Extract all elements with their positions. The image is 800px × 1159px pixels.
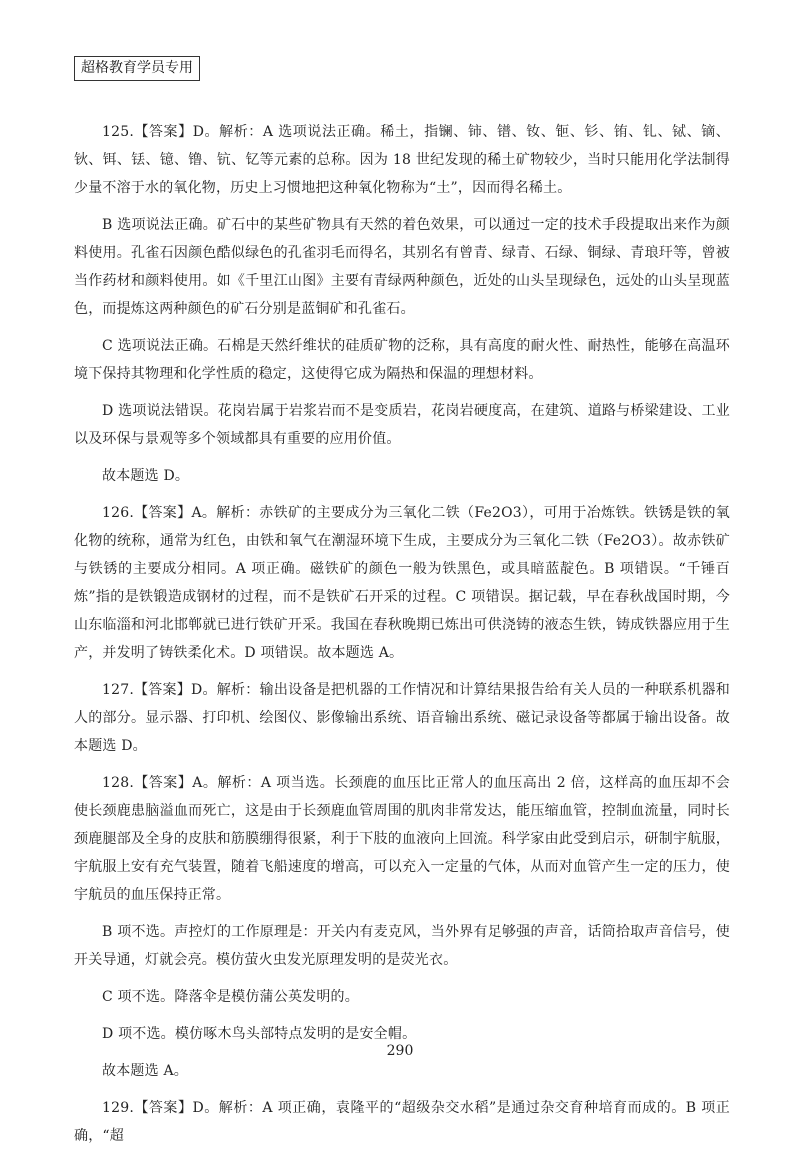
paragraph-128-c: C 项不选。降落伞是模仿蒲公英发明的。: [102, 989, 359, 1005]
answer-explanations: [74, 118, 730, 1159]
paragraph-128-conclusion: 故本题选 A。: [102, 1063, 188, 1079]
paragraph-129: 129.【答案】D。解析：A 项正确，袁隆平的“超级杂交水稻”是通过杂交育种培育而成的。B 项正确，“超: [74, 1100, 730, 1144]
paragraph-125-conclusion: 故本题选 D。: [102, 468, 190, 484]
paragraph-127: 127.【答案】D。解析：输出设备是把机器的工作情况和计算结果报告给有关人员的一种联系机器和人的部分。显示器、打印机、绘图仪、影像输出系统、语音输出系统、磁记录设备等都属于输出设备。故本题选 D。: [74, 682, 730, 754]
paragraph-125-d: D 选项说法错误。花岗岩属于岩浆岩而不是变质岩，花岗岩硬度高，在建筑、道路与桥梁建设、工业以及环保与景观等多个领域都具有重要的应用价值。: [74, 403, 730, 447]
paragraph-128-d: D 项不选。模仿啄木鸟头部特点发明的是安全帽。: [102, 1026, 417, 1042]
header-label: 超格教育学员专用: [74, 56, 200, 81]
paragraph-128-a: 128.【答案】A。解析：A 项当选。长颈鹿的血压比正常人的血压高出 2 倍，这样高的血压却不会使长颈鹿患脑溢血而死亡，这是由于长颈鹿血管周围的肌肉非常发达，能压缩血管，控制血流量，同时长颈鹿腿部及全身的皮肤和筋膜绷得很紧，利于下肢的血液向上回流。科学家由此受到启示，研制宇航服，宇航服上安有充气装置，随着飞船速度的增高，可以充入一定量的气体，从而对血管产生一定的压力，使宇航员的血压保持正常。: [74, 775, 730, 903]
paragraph-125-b: B 选项说法正确。矿石中的某些矿物具有天然的着色效果，可以通过一定的技术手段提取出来作为颜料使用。孔雀石因颜色酷似绿色的孔雀羽毛而得名，其别名有曾青、绿青、石绿、铜绿、青琅玕等，曾被当作药材和颜料使用。如《千里江山图》主要有青绿两种颜色，近处的山头呈现绿色，远处的山头呈现蓝色，而提炼这两种颜色的矿石分别是蓝铜矿和孔雀石。: [74, 217, 730, 317]
paragraph-125-c: C 选项说法正确。石棉是天然纤维状的硅质矿物的泛称，具有高度的耐火性、耐热性，能够在高温环境下保持其物理和化学性质的稳定，这使得它成为隔热和保温的理想材料。: [74, 338, 730, 382]
page-number: 290: [386, 1043, 414, 1059]
paragraph-125-a: 125.【答案】D。解析：A 选项说法正确。稀土，指镧、铈、镨、钕、钷、钐、铕、钆、铽、镝、钬、铒、铥、镱、镥、钪、钇等元素的总称。因为 18 世纪发现的稀土矿物较少，当时只能用化学法制得少量不溶于水的氧化物，历史上习惯地把这种氧化物称为“土”，因而得名稀土。: [74, 124, 730, 196]
paragraph-128-b: B 项不选。声控灯的工作原理是：开关内有麦克风，当外界有足够强的声音，话筒拾取声音信号，使开关导通，灯就会亮。模仿萤火虫发光原理发明的是荧光衣。: [74, 924, 730, 968]
paragraph-126: 126.【答案】A。解析：赤铁矿的主要成分为三氧化二铁（Fe2O3），可用于冶炼铁。铁锈是铁的氧化物的统称，通常为红色，由铁和氧气在潮湿环境下生成，主要成分为三氧化二铁（Fe2O3）。故赤铁矿与铁锈的主要成分相同。A 项正确。磁铁矿的颜色一般为铁黑色，或具暗蓝靛色。B 项错误。“千锤百炼”指的是铁锻造成钢材的过程，而不是铁矿石开采的过程。C 项错误。据记载，早在春秋战国时期，今山东临淄和河北邯郸就已进行铁矿开采。我国在春秋晚期已炼出可供浇铸的液态生铁，铸成铁器应用于生产，并发明了铸铁柔化术。D 项错误。故本题选 A。: [74, 505, 730, 661]
